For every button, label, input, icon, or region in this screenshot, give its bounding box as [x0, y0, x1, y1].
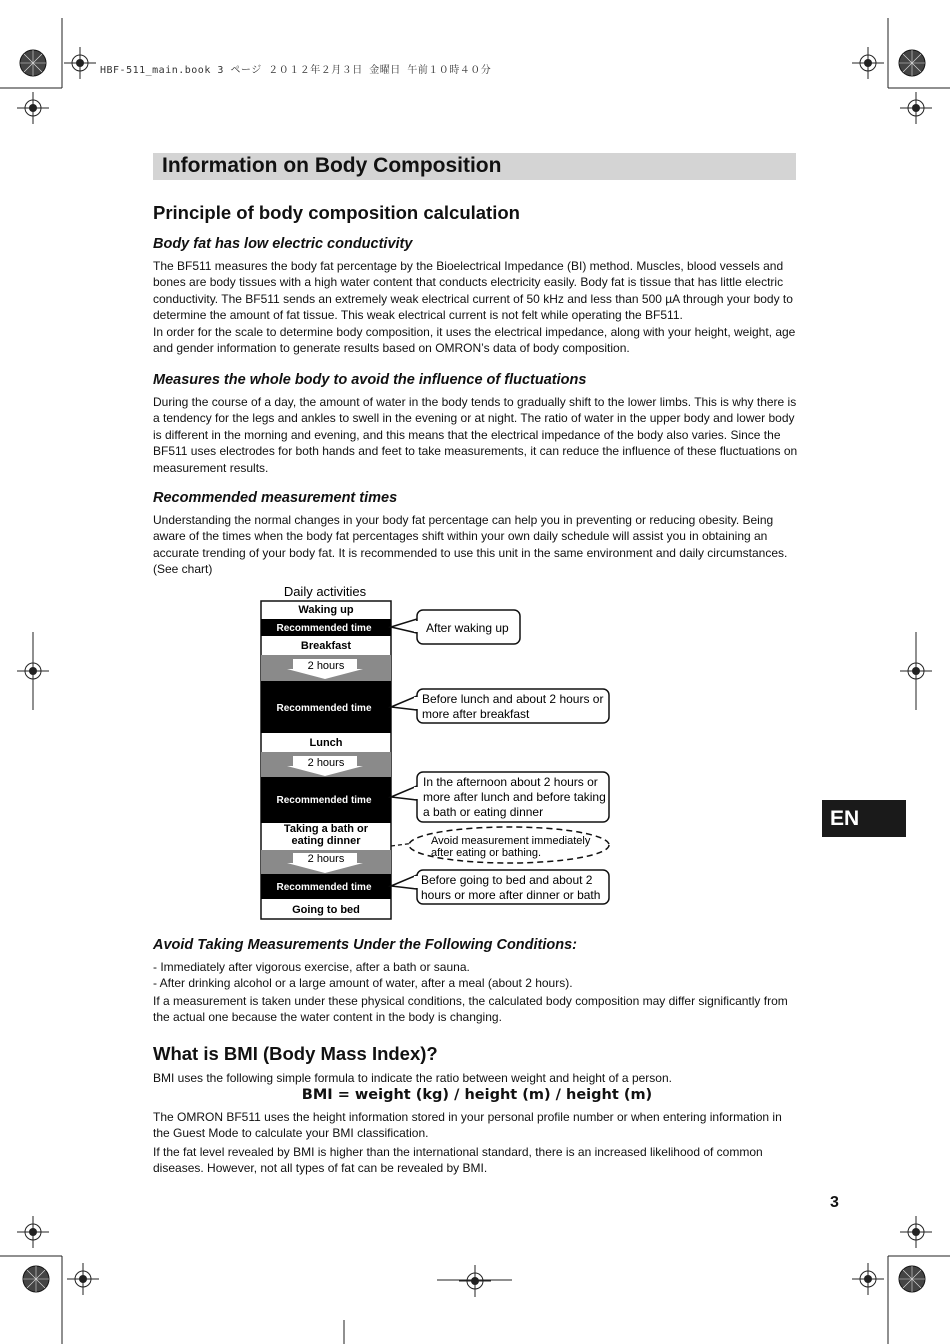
callout-4-text-line-1: Avoid measurement immediately: [431, 835, 591, 847]
two-hours-label-1: 2 hours: [307, 660, 345, 672]
bmi-paragraph-2: The OMRON BF511 uses the height information stored in your personal profile number or when entering information in the Guest Mode to calculate your BMI classification.: [153, 1110, 782, 1141]
callout-2-text-line-2: more after breakfast: [422, 707, 530, 721]
two-hours-label-2: 2 hours: [307, 757, 345, 769]
callout-pointer-2: [391, 696, 417, 710]
callout-2-text-line-1: Before lunch and about 2 hours or: [422, 692, 604, 706]
principle-heading: Principle of body composition calculation: [153, 202, 520, 223]
bmi-heading: What is BMI (Body Mass Index)?: [153, 1043, 438, 1064]
recommended-times-paragraph: Understanding the normal changes in your body fat percentage can help you in preventing or reducing obesity. Being aware of the times when the body fat percentages shift within your own daily schedule will assist you in obtaining an accurate trending of your body fat. It is recommended to use this unit in the same environment and daily circumstances. (See chart): [153, 513, 788, 577]
whole-body-heading: Measures the whole body to avoid the influence of fluctuations: [153, 372, 587, 388]
avoid-heading: Avoid Taking Measurements Under the Following Conditions:: [153, 937, 578, 953]
callout-1-text: After waking up: [426, 621, 509, 635]
callout-4-text-line-2: after eating or bathing.: [431, 847, 542, 859]
daily-activities-chart: [255, 583, 615, 923]
waking-up-label: Waking up: [298, 604, 354, 616]
section-title: Information on Body Composition: [162, 154, 502, 177]
language-tab-en: EN: [822, 800, 906, 837]
callout-5-text-line-2: hours or more after dinner or bath: [421, 888, 601, 902]
callout-pointer-1: [391, 619, 417, 633]
avoid-item-2: - After drinking alcohol or a large amount of water, after a meal (about 2 hours).: [153, 975, 801, 991]
callout-5-text-line-1: Before going to bed and about 2: [421, 873, 593, 887]
chart-title: Daily activities: [283, 584, 367, 599]
recommended-times-heading: Recommended measurement times: [153, 490, 398, 506]
avoid-conditions-list: [153, 959, 801, 992]
bath-dinner-label-line-2: eating dinner: [291, 835, 361, 847]
bmi-formula: BMI = weight (kg) / height (m) / height (m): [301, 1087, 653, 1103]
page-number: 3: [830, 1194, 839, 1211]
recommended-time-label-1: Recommended time: [276, 623, 372, 634]
bath-dinner-label-line-1: Taking a bath or: [283, 823, 369, 835]
breakfast-label: Breakfast: [300, 640, 352, 652]
two-hours-label-3: 2 hours: [307, 853, 345, 865]
callout-3-text-line-2: more after lunch and before taking: [423, 790, 606, 804]
recommended-time-label-4: Recommended time: [276, 882, 372, 893]
recommended-time-label-3: Recommended time: [276, 795, 372, 806]
lunch-label: Lunch: [309, 737, 343, 749]
avoid-paragraph: If a measurement is taken under these physical conditions, the calculated body composition may differ significantly from the actual one because the water content in the body is changing.: [153, 994, 788, 1025]
body-fat-heading: Body fat has low electric conductivity: [153, 236, 413, 252]
recommended-time-label-2: Recommended time: [276, 703, 372, 714]
bmi-paragraph-1: BMI uses the following simple formula to indicate the ratio between weight and height of a person.: [153, 1071, 672, 1085]
body-fat-paragraph-2: In order for the scale to determine body composition, it uses the electrical impedance, along with your height, weight, age and gender information to generate results based on OMRON’s data of body composition.: [153, 325, 796, 356]
body-fat-paragraph-1: The BF511 measures the body fat percentage by the Bioelectrical Impedance (BI) method. Muscles, blood vessels and bones are body tissues with a high water content that conducts electricity easily. Body fat is tissue that has little electric conductivity. The BF511 sends an extremely weak electrical current of 50 kHz and less than 500 µA through your body to determine the amount of fat tissue. This weak electrical current is not felt while operating the BF511.: [153, 259, 793, 323]
callout-3-text-line-1: In the afternoon about 2 hours or: [423, 775, 598, 789]
whole-body-paragraph: During the course of a day, the amount of water in the body tends to gradually shift to the lower limbs. This is why there is a tendency for the legs and ankles to swell in the evening or at night. The ratio of water in the upper body and lower body is different in the morning and evening, and this means that the electrical impedance of the body also varies. Since the BF511 uses electrodes for both hands and feet to take measurements, it can reduce the influence of these fluctuations on measurement results.: [153, 395, 798, 475]
callout-3-text-line-3: a bath or eating dinner: [423, 805, 544, 819]
going-to-bed-label: Going to bed: [292, 904, 360, 916]
callout-pointer-3: [391, 786, 417, 800]
bmi-paragraph-3: If the fat level revealed by BMI is higher than the international standard, there is an increased likelihood of common diseases. However, not all types of fat can be revealed by BMI.: [153, 1145, 763, 1176]
avoid-item-1: - Immediately after vigorous exercise, after a bath or sauna.: [153, 959, 801, 975]
print-header: HBF-511_main.book 3 ページ ２０１２年２月３日 金曜日 午前１０時４０分: [100, 65, 492, 76]
callout-pointer-5: [391, 875, 417, 889]
